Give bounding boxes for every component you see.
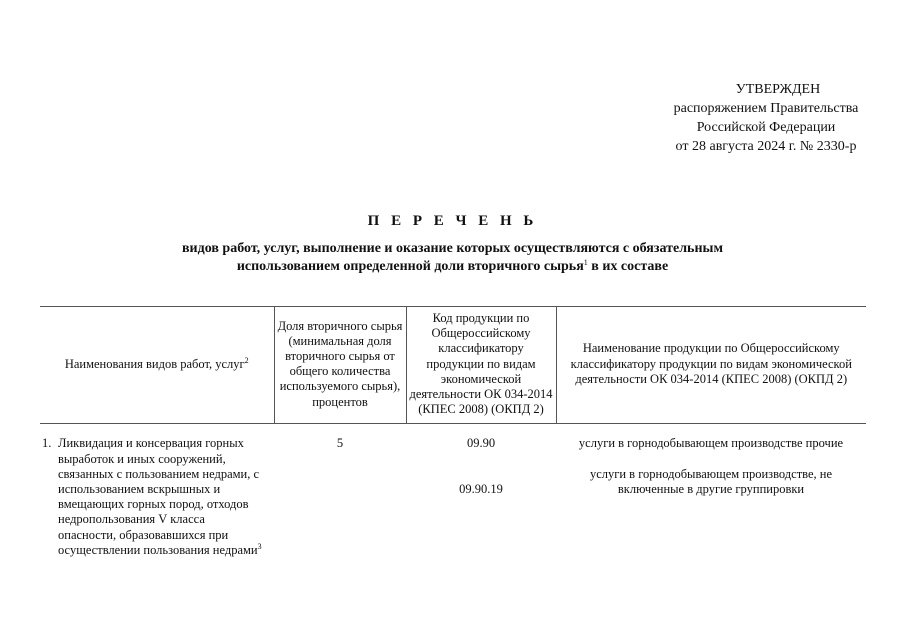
table-row <box>40 436 866 558</box>
product-name: услуги в горнодобывающем производстве, не включенные в другие группировки <box>589 466 833 496</box>
header-product-name: Наименование продукции по Общероссийскому классификатору продукции по видам экономической деятельности ОК 034-2014 (КПЕС 2008) (ОКПД 2) <box>556 307 866 424</box>
product-code: 09.90.19 <box>459 481 503 496</box>
approval-line-1: распоряжением Правительства <box>673 101 859 116</box>
approval-line-3: от 28 августа 2024 г. № 2330-р <box>675 139 857 154</box>
work-description-text: Ликвидация и консервация горных выработок и иных сооружений, связанных с пользованием недрами, с использованием вскрышных и вмещающих горных пород, отходов недропользования V класса опасности, образовавшихся при осуществлении пользования недрами <box>58 436 260 557</box>
footnote-marker: 3 <box>257 541 262 551</box>
subtitle-line-2 <box>120 258 785 276</box>
subtitle-line-2-text: использованием определенной доли вторичного сырья <box>236 259 584 274</box>
table-header-row <box>40 307 866 424</box>
document-subtitle <box>120 240 785 276</box>
header-work-types <box>40 307 274 424</box>
approval-heading: УТВЕРЖДЕН <box>735 82 821 97</box>
footnote-marker: 1 <box>583 258 588 267</box>
works-table <box>40 306 866 558</box>
subtitle-line-1: видов работ, услуг, выполнение и оказание которых осуществляются с обязательным <box>182 241 723 256</box>
subtitle-line-2-end: в их составе <box>587 259 669 274</box>
approval-line-2: Российской Федерации <box>696 120 836 135</box>
work-description <box>58 436 264 558</box>
work-cell <box>40 436 274 558</box>
footnote-marker: 2 <box>244 355 249 365</box>
header-product-code: Код продукции по Общероссийскому классификатору продукции по видам экономической деятельности ОК 034-2014 (КПЕС 2008) (ОКПД 2) <box>406 307 556 424</box>
document-title: П Е Р Е Ч Е Н Ь <box>367 213 538 229</box>
approval-stamp <box>640 80 892 156</box>
header-secondary-share: Доля вторичного сырья (минимальная доля вторичного сырья от общего количества используемого сырья), процентов <box>274 307 406 424</box>
share-cell: 5 <box>336 436 344 451</box>
products-cell <box>556 436 866 558</box>
header-work-types-text: Наименования видов работ, услуг <box>64 356 245 371</box>
product-code: 09.90 <box>466 436 496 451</box>
codes-cell <box>406 436 556 558</box>
product-name: услуги в горнодобывающем производстве прочие <box>578 436 844 451</box>
row-number: 1. <box>42 436 52 451</box>
